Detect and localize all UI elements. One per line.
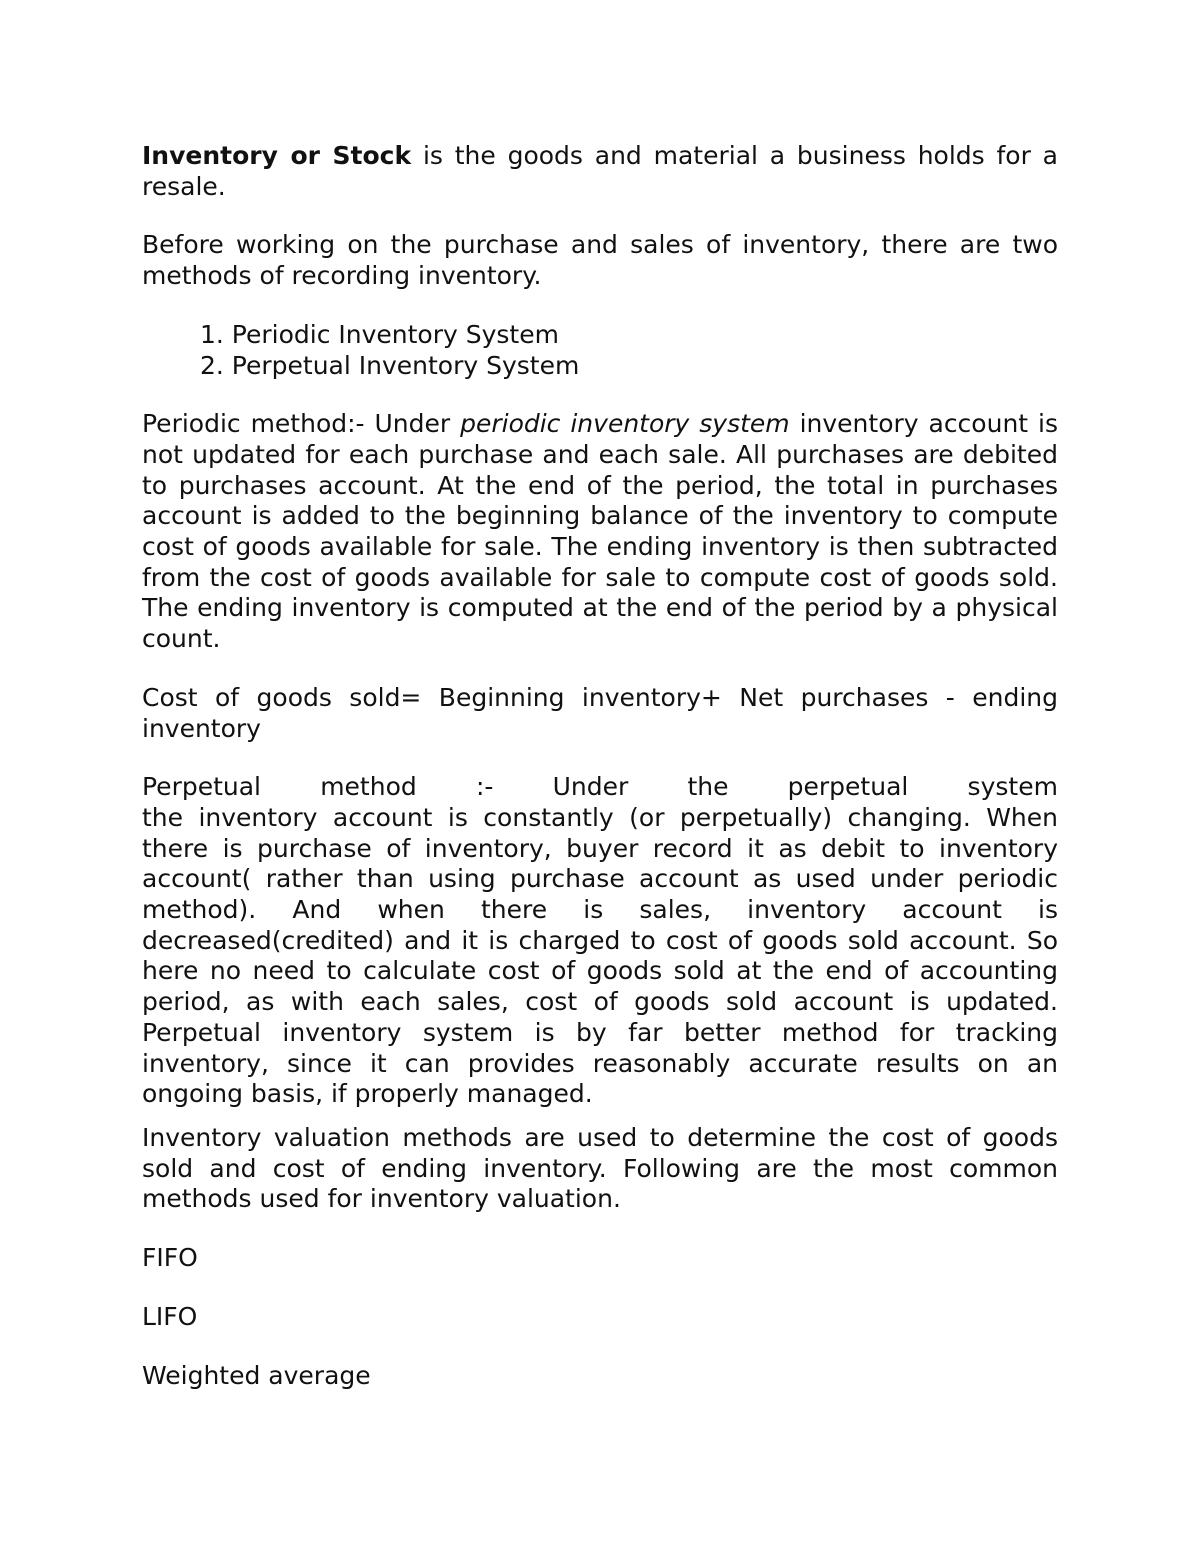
- valuation-method-fifo: FIFO: [142, 1243, 198, 1273]
- periodic-method-body: inventory account is not updated for each purchase and each sale. All purchases are debited to purchases account. At the end of the period, the total in purchases account is added to the beginning balance of the inventory to compute cost of goods available for sale. The ending inventory is then subtracted from the cost of goods available for sale to compute cost of goods sold. The ending inventory is computed at the end of the period by a physical count.: [142, 409, 1058, 654]
- perpetual-method-body: the inventory account is constantly (or perpetually) changing. When there is purchase of inventory, buyer record it as debit to inventory account( rather than using purchase account as used under periodic method). And when there is sales, inventory account is decreased(credited) and it is charged to cost of goods sold account. So here no need to calculate cost of goods sold at the end of accounting period, as with each sales, cost of goods sold account is updated. Perpetual inventory system is by far better method for tracking inventory, since it can provides reasonably accurate results on an ongoing basis, if properly managed.: [142, 802, 1058, 1109]
- recording-methods-list: [142, 320, 1058, 381]
- valuation-method-weighted-average: Weighted average: [142, 1360, 371, 1390]
- inventory-definition-text: is the goods and material a business holds for a resale.: [142, 141, 1059, 201]
- inventory-definition: [142, 141, 1058, 202]
- perpetual-word: method: [320, 772, 417, 802]
- recording-methods-intro: Before working on the purchase and sales of inventory, there are two methods of recording inventory.: [142, 230, 1058, 291]
- inventory-term: Inventory or Stock: [142, 141, 412, 170]
- list-item: 2. Perpetual Inventory System: [200, 350, 580, 380]
- perpetual-word: perpetual: [787, 772, 909, 802]
- cogs-formula: Cost of goods sold= Beginning inventory+ Net purchases - ending inventory: [142, 682, 1058, 743]
- perpetual-method-heading-line: [142, 772, 1058, 803]
- valuation-intro: Inventory valuation methods are used to determine the cost of goods sold and cost of ending inventory. Following are the most common methods used for inventory valuation.: [142, 1122, 1058, 1214]
- perpetual-word: :-: [475, 772, 494, 802]
- valuation-method-lifo: LIFO: [142, 1301, 198, 1331]
- list-item: 1. Periodic Inventory System: [200, 319, 559, 349]
- perpetual-word: Perpetual: [142, 772, 262, 802]
- perpetual-word: the: [687, 772, 729, 802]
- periodic-method-lead: Periodic method:- Under: [142, 409, 461, 439]
- perpetual-word: system: [967, 772, 1058, 802]
- periodic-method-paragraph: [142, 409, 1058, 655]
- periodic-system-term: periodic inventory system: [460, 409, 790, 439]
- document-page: [142, 141, 1058, 1419]
- perpetual-method-paragraph: [142, 772, 1058, 1110]
- perpetual-word: Under: [552, 772, 629, 802]
